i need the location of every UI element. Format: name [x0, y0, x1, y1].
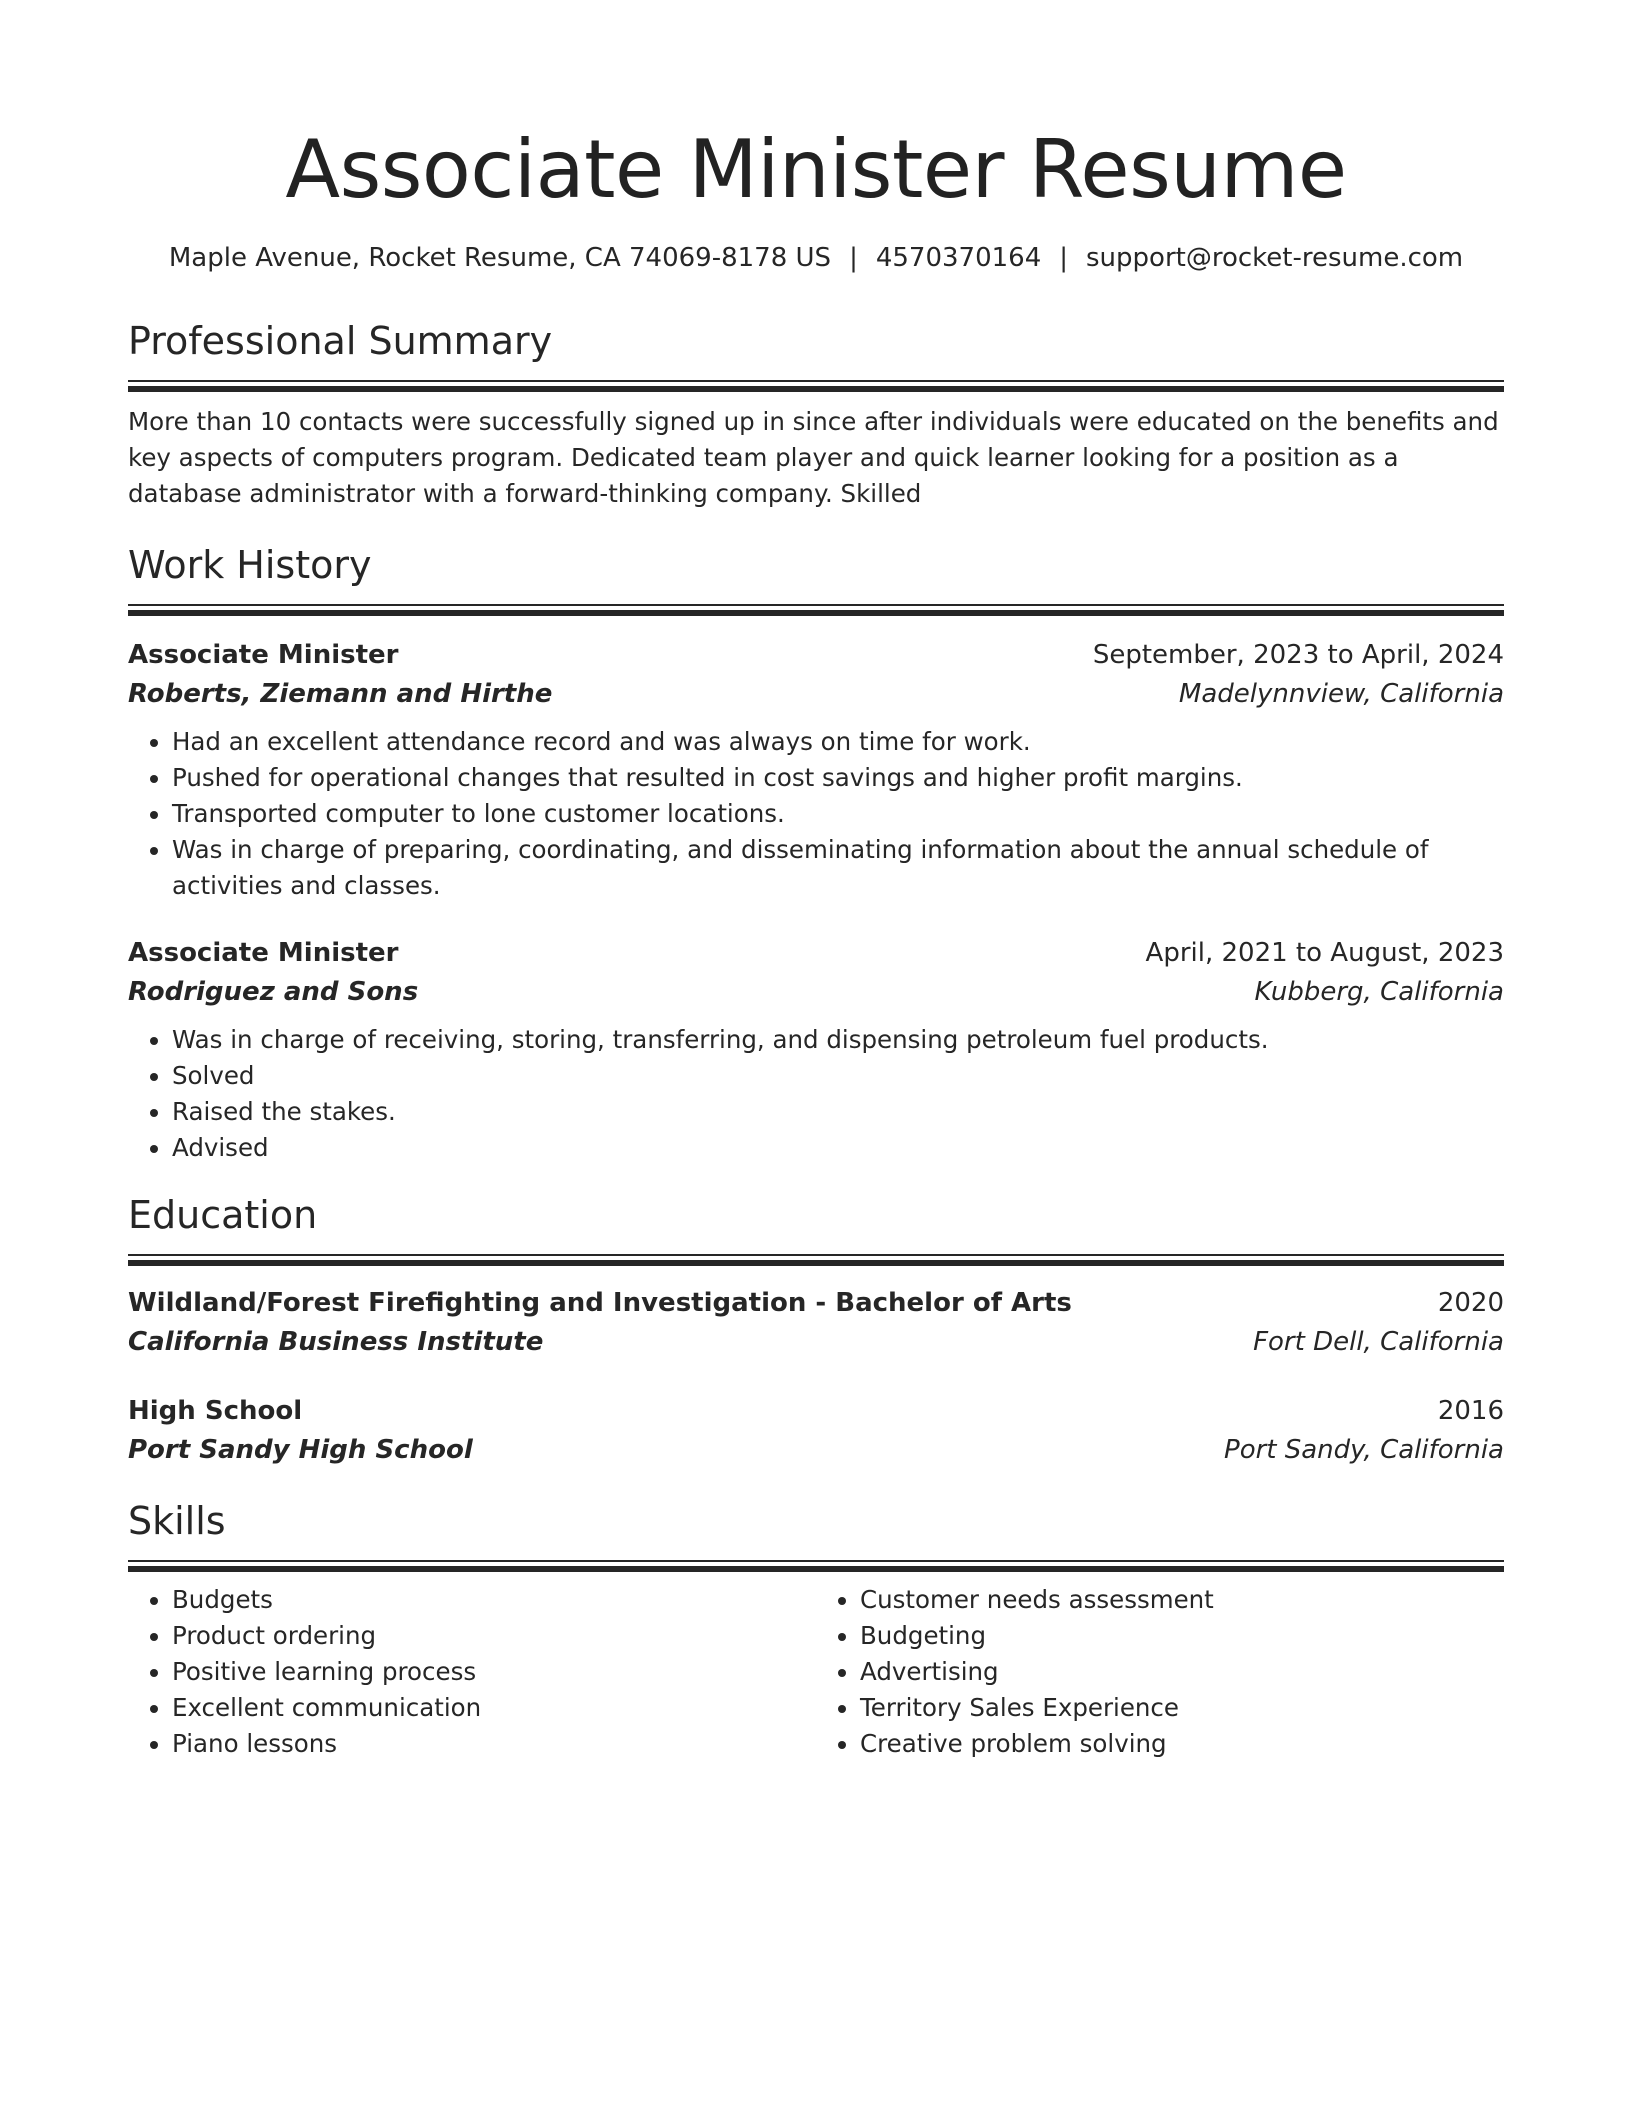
list-item: • Excellent communication [172, 1690, 816, 1726]
job-header-row [128, 636, 1504, 674]
skills-list-left [128, 1582, 816, 1762]
list-item: • Advertising [860, 1654, 1504, 1690]
list-item: • Had an excellent attendance record and was always on time for work. [172, 724, 1504, 760]
education-degree: Wildland/Forest Firefighting and Investigation - Bachelor of Arts [128, 1288, 1072, 1318]
work-history-section [128, 540, 1504, 1166]
section-divider [128, 604, 1504, 616]
education-year: 2020 [1437, 1288, 1504, 1318]
contact-email: support@rocket-resume.com [1086, 243, 1464, 273]
contact-phone: 4570370164 [875, 243, 1042, 273]
job-dates: September, 2023 to April, 2024 [1092, 640, 1504, 670]
section-divider [128, 1254, 1504, 1266]
resume-title: Associate Minister Resume [285, 123, 1347, 216]
list-item: • Budgeting [860, 1618, 1504, 1654]
work-history-heading: Work History [128, 543, 372, 587]
list-item: • Budgets [172, 1582, 816, 1618]
job-entry [128, 934, 1504, 1166]
job-dates: April, 2021 to August, 2023 [1145, 938, 1504, 968]
list-item: • Creative problem solving [860, 1726, 1504, 1762]
list-item: • Was in charge of preparing, coordinating, and disseminating information about the annual schedule of activities and classes. [172, 832, 1504, 904]
education-entry [128, 1284, 1504, 1362]
list-item: • Positive learning process [172, 1654, 816, 1690]
skills-list-right [816, 1582, 1504, 1762]
job-bullets [128, 724, 1504, 904]
education-location: Port Sandy, California [1224, 1435, 1504, 1465]
education-section [128, 1190, 1504, 1470]
job-title: Associate Minister [128, 640, 399, 670]
contact-separator: | [849, 243, 858, 273]
job-location: Madelynnview, California [1178, 679, 1504, 709]
skills-section [128, 1496, 1504, 1762]
summary-heading: Professional Summary [128, 319, 553, 363]
summary-text: More than 10 contacts were successfully signed up in since after individuals were educated on the benefits and key aspects of computers program. Dedicated team player and quick learner looking for a position as a database administrator with a forward-thinking company. Skilled [128, 407, 1499, 508]
job-company: Roberts, Ziemann and Hirthe [128, 679, 553, 709]
contact-line [128, 240, 1504, 276]
list-item: • Was in charge of receiving, storing, transferring, and dispensing petroleum fuel products. [172, 1022, 1504, 1058]
list-item: • Advised [172, 1130, 1504, 1166]
skills-heading: Skills [128, 1499, 226, 1543]
job-company-row [128, 674, 1504, 714]
list-item: • Transported computer to lone customer locations. [172, 796, 1504, 832]
list-item: • Product ordering [172, 1618, 816, 1654]
list-item: • Pushed for operational changes that resulted in cost savings and higher profit margins. [172, 760, 1504, 796]
job-bullets [128, 1022, 1504, 1166]
education-school: California Business Institute [128, 1327, 544, 1357]
education-location: Fort Dell, California [1253, 1327, 1504, 1357]
education-header-row [128, 1392, 1504, 1430]
job-entry [128, 636, 1504, 904]
list-item: • Piano lessons [172, 1726, 816, 1762]
education-degree: High School [128, 1396, 303, 1426]
education-heading: Education [128, 1193, 318, 1237]
contact-separator: | [1059, 243, 1069, 273]
list-item: • Solved [172, 1058, 1504, 1094]
job-title: Associate Minister [128, 938, 399, 968]
list-item: • Raised the stakes. [172, 1094, 1504, 1130]
list-item: • Territory Sales Experience [860, 1690, 1504, 1726]
contact-address: Maple Avenue, Rocket Resume, CA 74069-8178 US [168, 243, 832, 273]
education-year: 2016 [1437, 1396, 1504, 1426]
education-header-row [128, 1284, 1504, 1322]
job-location: Kubberg, California [1254, 977, 1504, 1007]
list-item: • Customer needs assessment [860, 1582, 1504, 1618]
summary-section [128, 316, 1504, 512]
job-header-row [128, 934, 1504, 972]
education-school: Port Sandy High School [128, 1435, 473, 1465]
section-divider [128, 380, 1504, 392]
education-school-row [128, 1430, 1504, 1470]
section-divider [128, 1560, 1504, 1572]
job-company-row [128, 972, 1504, 1012]
job-company: Rodriguez and Sons [128, 977, 419, 1007]
education-school-row [128, 1322, 1504, 1362]
skills-columns [128, 1582, 1504, 1762]
education-entry [128, 1392, 1504, 1470]
